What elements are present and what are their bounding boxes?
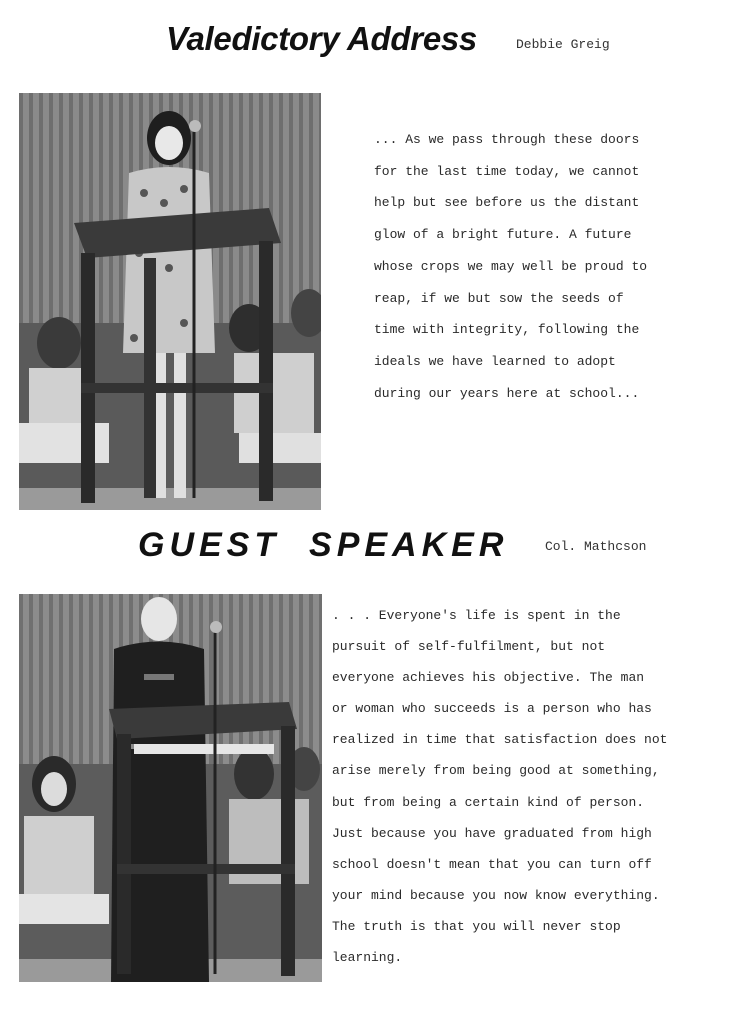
valedictory-quote <box>374 124 647 409</box>
quote-line: reap, if we but sow the seeds of <box>374 290 624 306</box>
valedictory-speaker-name: Debbie Greig <box>516 37 610 52</box>
quote-line: help but see before us the distant <box>374 195 640 211</box>
quote-line: The truth is that you will never stop <box>332 918 621 934</box>
quote-line: everyone achieves his objective. The man <box>332 670 645 686</box>
quote-line: ideals we have learned to adopt <box>374 353 616 369</box>
valedictory-title: Valedictory Address <box>166 20 477 57</box>
quote-line: time with integrity, following the <box>374 322 640 338</box>
quote-line: pursuit of self-fulfilment, but not <box>332 639 606 655</box>
quote-line: . . . Everyone's life is spent in the <box>332 608 621 623</box>
valedictorian-photo <box>19 93 321 510</box>
guest-speaker-title: GUEST SPEAKER <box>138 526 509 564</box>
quote-line: glow of a bright future. A future <box>374 227 632 243</box>
guest-speaker-quote <box>332 600 667 973</box>
quote-line: learning. <box>332 950 403 966</box>
quote-line: whose crops we may well be proud to <box>374 258 648 274</box>
quote-line: realized in time that satisfaction does not <box>332 732 668 748</box>
guest-speaker-name: Col. Mathcson <box>545 539 647 554</box>
quote-line: your mind because you now know everything. <box>332 887 660 903</box>
quote-line: during our years here at school... <box>374 385 640 401</box>
quote-line: for the last time today, we cannot <box>374 163 640 179</box>
guest-speaker-photo <box>19 594 322 982</box>
quote-line: school doesn't mean that you can turn off <box>332 856 652 872</box>
quote-line: but from being a certain kind of person. <box>332 794 645 810</box>
quote-line: ... As we pass through these doors <box>374 132 640 147</box>
quote-line: Just because you have graduated from high <box>332 825 652 841</box>
quote-line: or woman who succeeds is a person who has <box>332 701 652 717</box>
quote-line: arise merely from being good at something, <box>332 763 660 779</box>
